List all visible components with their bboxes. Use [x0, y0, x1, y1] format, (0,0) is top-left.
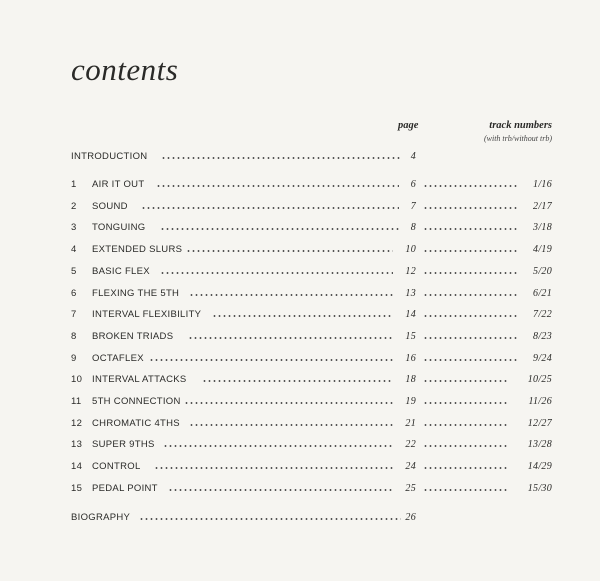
entry-page: 21: [405, 417, 416, 429]
entry-track: 15/30: [527, 482, 552, 494]
entry-track: 4/19: [533, 244, 552, 256]
entry-track: 2/17: [533, 200, 552, 212]
entry-page: 22: [405, 439, 416, 451]
leader-dots: [154, 467, 393, 469]
entry-label: INTERVAL FLEXIBILITY: [92, 309, 202, 321]
leader-dots: [202, 380, 393, 382]
leader-dots: [156, 185, 399, 187]
entry-track: 12/27: [527, 417, 552, 429]
entry-page: 15: [405, 330, 416, 342]
entry-number: 10: [71, 374, 83, 386]
entry-label: BASIC FLEX: [92, 265, 150, 277]
entry-track: 8/23: [533, 330, 552, 342]
entry-number: 15: [71, 482, 83, 494]
entry-label: AIR IT OUT: [92, 179, 145, 190]
entry-number: 7: [71, 309, 77, 321]
leader-dots: [423, 380, 509, 382]
toc-entry[interactable]: [71, 461, 552, 475]
entry-track: 7/22: [533, 309, 552, 321]
entry-page: 13: [405, 287, 416, 299]
toc-entry[interactable]: [71, 331, 552, 345]
leader-dots: [423, 467, 509, 469]
entry-label: OCTAFLEX: [92, 352, 144, 364]
leader-dots: [160, 272, 393, 274]
entry-label: INTRODUCTION: [71, 151, 148, 162]
page-title: contents: [71, 52, 179, 87]
entry-page: 6: [410, 179, 416, 190]
entry-number: 2: [71, 200, 77, 212]
entry-page: 12: [405, 265, 416, 277]
entry-page: 7: [410, 200, 416, 212]
entry-number: 6: [71, 287, 77, 299]
leader-dots: [188, 337, 393, 339]
toc-entry[interactable]: [71, 439, 552, 453]
leader-dots: [160, 228, 399, 230]
leader-dots: [423, 359, 519, 361]
entry-page: 16: [405, 352, 416, 364]
entry-track: 9/24: [533, 352, 552, 364]
toc-entry[interactable]: [71, 374, 552, 388]
leader-dots: [423, 315, 519, 317]
entry-label: SOUND: [92, 200, 128, 212]
entry-number: 9: [71, 352, 77, 364]
toc-entry[interactable]: [71, 396, 552, 410]
entry-number: 11: [71, 396, 82, 407]
entry-page: 26: [405, 512, 416, 523]
entry-track: 5/20: [533, 265, 552, 277]
leader-dots: [423, 272, 519, 274]
toc-entry[interactable]: [71, 244, 552, 258]
entry-label: 5TH CONNECTION: [92, 396, 181, 407]
entry-track: 1/16: [533, 179, 552, 190]
entry-track: 13/28: [527, 439, 552, 451]
leader-dots: [423, 337, 519, 339]
leader-dots: [423, 294, 519, 296]
entry-number: 14: [71, 461, 83, 473]
entry-page: 18: [405, 374, 416, 386]
toc-entry-biography[interactable]: [71, 512, 552, 526]
leader-dots: [186, 250, 393, 252]
leader-dots: [423, 207, 519, 209]
entry-number: 13: [71, 439, 83, 451]
leader-dots: [423, 445, 509, 447]
leader-dots: [212, 315, 393, 317]
toc-entry[interactable]: [71, 418, 552, 432]
entry-label: SUPER 9THS: [92, 439, 155, 451]
entry-label: INTERVAL ATTACKS: [92, 374, 187, 386]
toc-entry[interactable]: [71, 179, 552, 193]
entry-number: 3: [71, 222, 77, 234]
leader-dots: [149, 359, 393, 361]
leader-dots: [141, 207, 399, 209]
entry-number: 1: [71, 179, 77, 190]
entry-page: 25: [405, 482, 416, 494]
entry-track: 10/25: [527, 374, 552, 386]
entry-number: 8: [71, 330, 77, 342]
entry-page: 14: [405, 309, 416, 321]
entry-track: 11/26: [528, 396, 552, 407]
entry-page: 10: [405, 244, 416, 256]
track-numbers-header: track numbers: [489, 120, 552, 131]
entry-label: CONTROL: [92, 461, 141, 473]
toc-entry[interactable]: [71, 309, 552, 323]
leader-dots: [423, 424, 509, 426]
entry-label: EXTENDED SLURS: [92, 244, 183, 256]
entry-label: TONGUING: [92, 222, 146, 234]
toc-entry-introduction[interactable]: [71, 151, 552, 165]
leader-dots: [189, 294, 393, 296]
entry-label: BIOGRAPHY: [71, 512, 131, 523]
entry-label: BROKEN TRIADS: [92, 330, 174, 342]
entry-page: 8: [410, 222, 416, 234]
leader-dots: [168, 489, 393, 491]
entry-track: 14/29: [527, 461, 552, 473]
entry-label: CHROMATIC 4THS: [92, 417, 180, 429]
toc-entry[interactable]: [71, 201, 552, 215]
track-numbers-subheader: (with trb/without trb): [483, 134, 552, 143]
leader-dots: [423, 250, 519, 252]
toc-entry[interactable]: [71, 266, 552, 280]
leader-dots: [423, 228, 519, 230]
leader-dots: [163, 445, 393, 447]
leader-dots: [423, 489, 509, 491]
leader-dots: [189, 424, 393, 426]
entry-label: FLEXING THE 5TH: [92, 287, 180, 299]
leader-dots: [161, 157, 401, 159]
page-column-header: page: [398, 120, 419, 131]
leader-dots: [423, 185, 519, 187]
entry-number: 12: [71, 417, 83, 429]
entry-page: 4: [410, 151, 416, 162]
toc-entry[interactable]: [71, 353, 552, 367]
entry-label: PEDAL POINT: [92, 482, 158, 494]
toc-entry[interactable]: [71, 288, 552, 302]
entry-track: 3/18: [533, 222, 552, 234]
leader-dots: [139, 518, 401, 520]
toc-entry[interactable]: [71, 222, 552, 236]
entry-number: 4: [71, 244, 77, 256]
leader-dots: [423, 402, 509, 404]
toc-entry[interactable]: [71, 483, 552, 497]
leader-dots: [184, 402, 393, 404]
entry-page: 24: [405, 461, 416, 473]
entry-number: 5: [71, 265, 77, 277]
entry-page: 19: [405, 396, 416, 407]
entry-track: 6/21: [533, 287, 552, 299]
